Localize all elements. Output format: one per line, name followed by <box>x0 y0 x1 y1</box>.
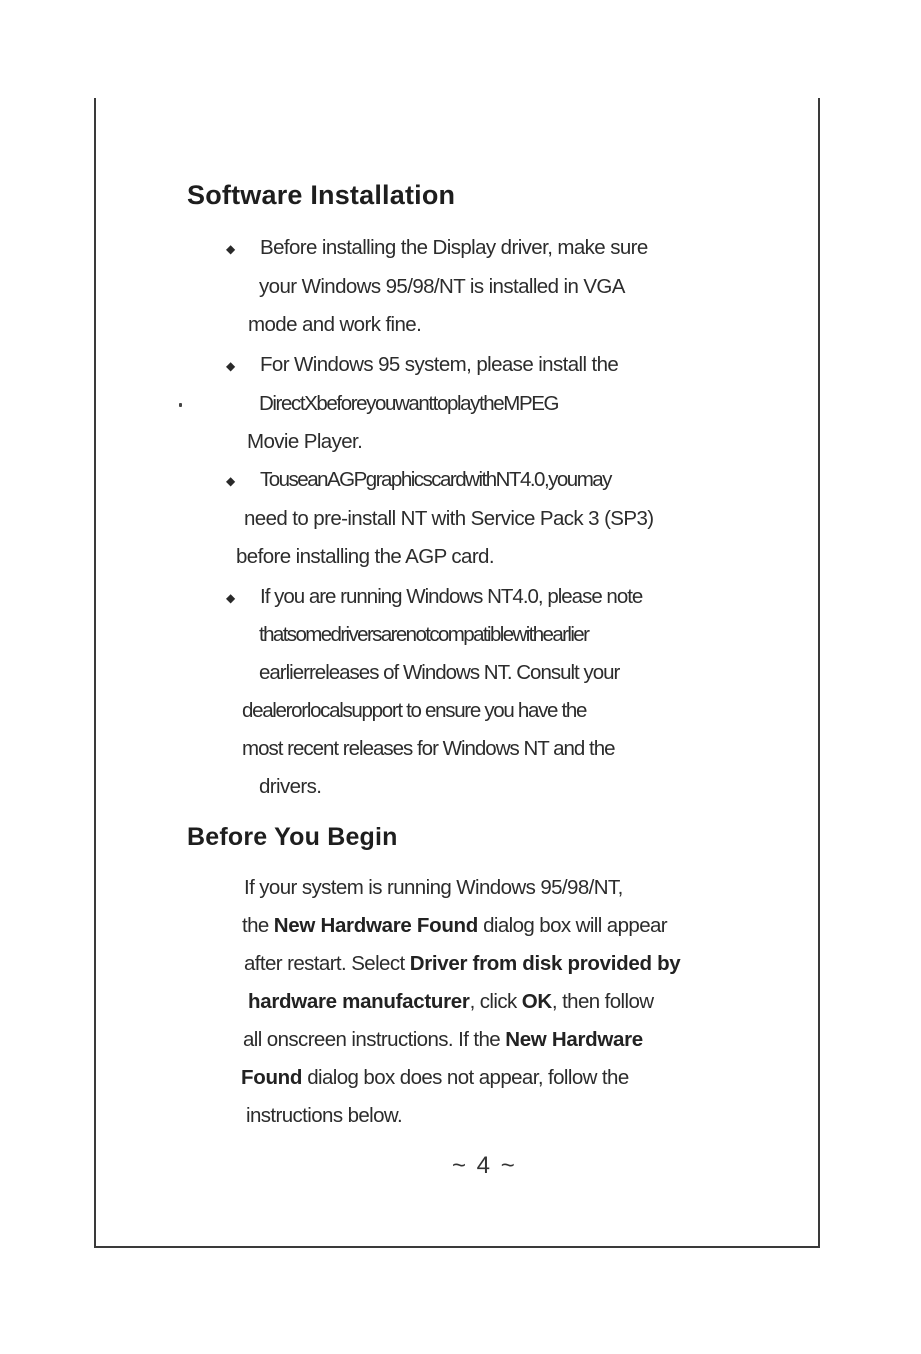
bullet-4-line-6: drivers. <box>259 775 322 798</box>
paragraph-text: dialog box does not appear, follow the <box>302 1066 629 1089</box>
bullet-diamond-icon: ◆ <box>226 242 236 256</box>
driver-from-disk-term: Driver from disk provided by <box>409 952 681 975</box>
bullet-1-line-3: mode and work fine. <box>248 313 422 336</box>
bullet-3-line-2: need to pre-install NT with Service Pack 3 (SP3) <box>244 507 654 530</box>
found-term: Found <box>241 1066 303 1089</box>
frame-right-rule <box>818 98 820 1248</box>
bullet-diamond-icon: ◆ <box>226 474 236 488</box>
paragraph-text: the <box>242 914 274 937</box>
bullet-4-line-3: earlierreleases of Windows NT. Consult your <box>259 661 620 684</box>
paragraph-line-1 <box>244 876 623 900</box>
bullet-4-line-5: most recent releases for Windows NT and the <box>242 737 615 760</box>
paragraph-line-5 <box>243 1028 643 1052</box>
bullet-3-line-1: TouseanAGPgraphicscardwithNT4.0,youmay <box>260 468 611 491</box>
page-number: ~ 4 ~ <box>452 1152 517 1179</box>
bullet-diamond-icon: ◆ <box>226 591 236 605</box>
paragraph-text: , then follow <box>551 990 654 1013</box>
bullet-4-line-4: dealerorlocalsupport to ensure you have the <box>242 699 587 722</box>
bullet-1-line-1: Before installing the Display driver, make sure <box>260 236 648 259</box>
hardware-manufacturer-term: hardware manufacturer <box>248 990 470 1013</box>
bullet-1-line-2: your Windows 95/98/NT is installed in VGA <box>259 275 625 298</box>
bullet-4-line-1: If you are running Windows NT4.0, please note <box>260 585 643 608</box>
bullet-2-line-1: For Windows 95 system, please install the <box>260 353 619 376</box>
paragraph-line-4 <box>248 990 653 1014</box>
paragraph-line-7 <box>246 1104 402 1128</box>
new-hardware-found-term: New Hardware Found <box>273 914 478 937</box>
frame-bottom-rule <box>94 1246 820 1248</box>
paragraph-text: dialog box will appear <box>477 914 668 937</box>
bullet-2-line-2: DirectXbeforeyouwanttoplaytheMPEG <box>259 392 559 415</box>
paragraph-text: after restart. Select <box>244 952 410 975</box>
paragraph-line-6 <box>241 1066 629 1090</box>
paragraph-text: , click <box>469 990 522 1013</box>
frame-left-rule <box>94 98 96 1248</box>
before-you-begin-heading: Before You Begin <box>187 823 398 851</box>
software-installation-heading: Software Installation <box>187 180 456 210</box>
paragraph-line-2 <box>242 914 667 938</box>
bullet-2-line-3: Movie Player. <box>247 430 363 453</box>
paragraph-text: all onscreen instructions. If the <box>243 1028 506 1051</box>
bullet-4-line-2: thatsomedriversarenotcompatiblewithearlier <box>259 623 589 646</box>
bullet-diamond-icon: ◆ <box>226 359 236 373</box>
ok-term: OK <box>521 990 552 1013</box>
new-hardware-term: New Hardware <box>505 1028 643 1051</box>
bullet-3-line-3: before installing the AGP card. <box>236 545 494 568</box>
paragraph-text: instructions below. <box>246 1104 403 1127</box>
paragraph-text: If your system is running Windows 95/98/NT, <box>244 876 623 899</box>
scan-speck <box>179 403 182 407</box>
paragraph-line-3 <box>244 952 680 976</box>
